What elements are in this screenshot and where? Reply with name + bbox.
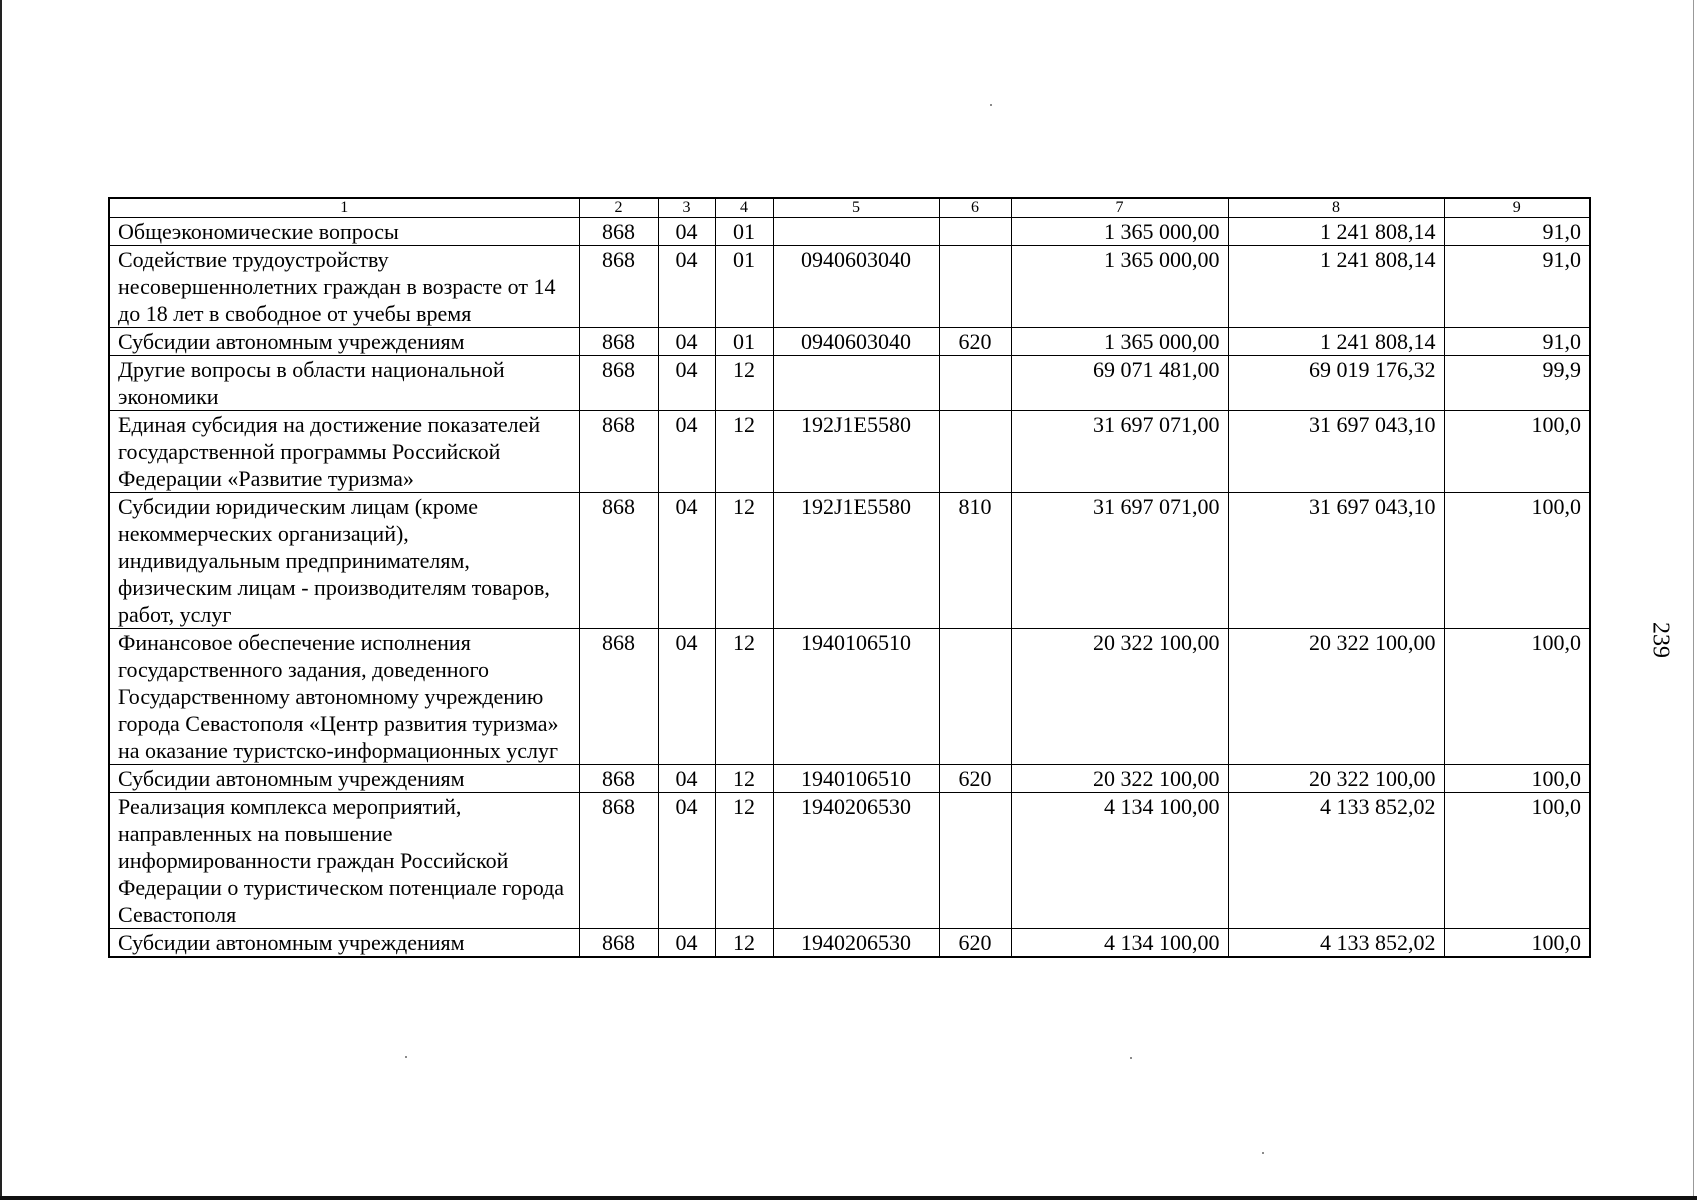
cell-section: 04 [658,493,715,629]
cell-percent: 100,0 [1444,629,1590,765]
cell-expense-type [939,246,1011,328]
cell-section: 04 [658,328,715,356]
cell-plan: 1 365 000,00 [1011,246,1228,328]
cell-admin-code: 868 [579,328,658,356]
table-row [109,328,1590,356]
cell-admin-code: 868 [579,356,658,411]
cell-percent: 100,0 [1444,765,1590,793]
cell-percent: 100,0 [1444,411,1590,493]
cell-admin-code: 868 [579,929,658,958]
cell-admin-code: 868 [579,218,658,246]
cell-expense-type [939,793,1011,929]
cell-expense-type: 810 [939,493,1011,629]
scan-edge-bottom [0,1196,1697,1200]
cell-subsection: 12 [715,793,773,929]
table-row [109,218,1590,246]
row-name: Субсидии автономным учреждениям [109,328,579,356]
cell-expense-type [939,356,1011,411]
header-cell: 8 [1228,198,1444,218]
cell-expense-type [939,629,1011,765]
cell-subsection: 01 [715,218,773,246]
table-row [109,356,1590,411]
header-cell: 3 [658,198,715,218]
header-cell: 6 [939,198,1011,218]
row-name: Реализация комплекса мероприятий, направленных на повышение информированности граждан Российской Федерации о туристическом потенциале города Севастополя [109,793,579,929]
cell-percent: 91,0 [1444,246,1590,328]
cell-subsection: 01 [715,246,773,328]
cell-section: 04 [658,246,715,328]
cell-expense-type [939,218,1011,246]
cell-executed: 4 133 852,02 [1228,793,1444,929]
cell-target-article: 192J1E5580 [773,411,939,493]
cell-admin-code: 868 [579,246,658,328]
cell-expense-type: 620 [939,328,1011,356]
row-name: Единая субсидия на достижение показателей государственной программы Российской Федерации «Развитие туризма» [109,411,579,493]
table-row [109,765,1590,793]
cell-section: 04 [658,218,715,246]
cell-subsection: 12 [715,765,773,793]
cell-executed: 20 322 100,00 [1228,765,1444,793]
cell-admin-code: 868 [579,629,658,765]
cell-target-article: 1940106510 [773,765,939,793]
cell-section: 04 [658,356,715,411]
cell-executed: 4 133 852,02 [1228,929,1444,958]
cell-target-article: 0940603040 [773,328,939,356]
table-row [109,929,1590,958]
cell-percent: 100,0 [1444,793,1590,929]
cell-plan: 31 697 071,00 [1011,493,1228,629]
cell-admin-code: 868 [579,765,658,793]
header-cell: 1 [109,198,579,218]
cell-executed: 1 241 808,14 [1228,328,1444,356]
cell-target-article: 0940603040 [773,246,939,328]
cell-section: 04 [658,929,715,958]
cell-target-article: 192J1E5580 [773,493,939,629]
row-name: Общеэкономические вопросы [109,218,579,246]
row-name: Субсидии автономным учреждениям [109,929,579,958]
page-number: 239 [1647,622,1674,658]
cell-section: 04 [658,793,715,929]
cell-expense-type: 620 [939,929,1011,958]
cell-plan: 4 134 100,00 [1011,793,1228,929]
scan-speck [1130,1057,1132,1059]
cell-target-article [773,356,939,411]
cell-plan: 1 365 000,00 [1011,218,1228,246]
cell-percent: 99,9 [1444,356,1590,411]
scan-speck [990,104,992,106]
row-name: Другие вопросы в области национальной экономики [109,356,579,411]
cell-target-article: 1940206530 [773,929,939,958]
cell-subsection: 01 [715,328,773,356]
row-name: Субсидии автономным учреждениям [109,765,579,793]
cell-section: 04 [658,411,715,493]
table-header-row [109,198,1590,218]
header-cell: 2 [579,198,658,218]
cell-target-article: 1940206530 [773,793,939,929]
table-row [109,793,1590,929]
cell-subsection: 12 [715,356,773,411]
scan-edge-left [0,0,2,1200]
cell-admin-code: 868 [579,411,658,493]
cell-plan: 1 365 000,00 [1011,328,1228,356]
cell-target-article: 1940106510 [773,629,939,765]
cell-subsection: 12 [715,411,773,493]
cell-plan: 20 322 100,00 [1011,629,1228,765]
scan-speck [1262,1152,1264,1154]
cell-percent: 100,0 [1444,493,1590,629]
cell-executed: 1 241 808,14 [1228,246,1444,328]
row-name: Содействие трудоустройству несовершеннолетних граждан в возрасте от 14 до 18 лет в свободное от учебы время [109,246,579,328]
header-cell: 7 [1011,198,1228,218]
row-name: Субсидии юридическим лицам (кроме некоммерческих организаций), индивидуальным предпринимателям, физическим лицам - производителям товаров, работ, услуг [109,493,579,629]
cell-subsection: 12 [715,929,773,958]
cell-plan: 20 322 100,00 [1011,765,1228,793]
table-row [109,411,1590,493]
cell-executed: 31 697 043,10 [1228,411,1444,493]
header-cell: 9 [1444,198,1590,218]
cell-executed: 69 019 176,32 [1228,356,1444,411]
table-row [109,629,1590,765]
header-cell: 5 [773,198,939,218]
cell-executed: 1 241 808,14 [1228,218,1444,246]
cell-admin-code: 868 [579,793,658,929]
cell-subsection: 12 [715,629,773,765]
table-row [109,493,1590,629]
cell-percent: 91,0 [1444,328,1590,356]
budget-table [108,197,1591,958]
row-name: Финансовое обеспечение исполнения государственного задания, доведенного Государственному автономному учреждению города Севастополя «Центр развития туризма» на оказание туристско-информационных услуг [109,629,579,765]
cell-section: 04 [658,765,715,793]
scan-speck [405,1056,407,1058]
cell-admin-code: 868 [579,493,658,629]
cell-executed: 31 697 043,10 [1228,493,1444,629]
cell-expense-type: 620 [939,765,1011,793]
scan-edge-right [1693,0,1694,1196]
cell-plan: 4 134 100,00 [1011,929,1228,958]
table-row [109,246,1590,328]
cell-expense-type [939,411,1011,493]
cell-executed: 20 322 100,00 [1228,629,1444,765]
cell-section: 04 [658,629,715,765]
cell-percent: 100,0 [1444,929,1590,958]
cell-percent: 91,0 [1444,218,1590,246]
cell-target-article [773,218,939,246]
header-cell: 4 [715,198,773,218]
cell-plan: 31 697 071,00 [1011,411,1228,493]
cell-plan: 69 071 481,00 [1011,356,1228,411]
cell-subsection: 12 [715,493,773,629]
